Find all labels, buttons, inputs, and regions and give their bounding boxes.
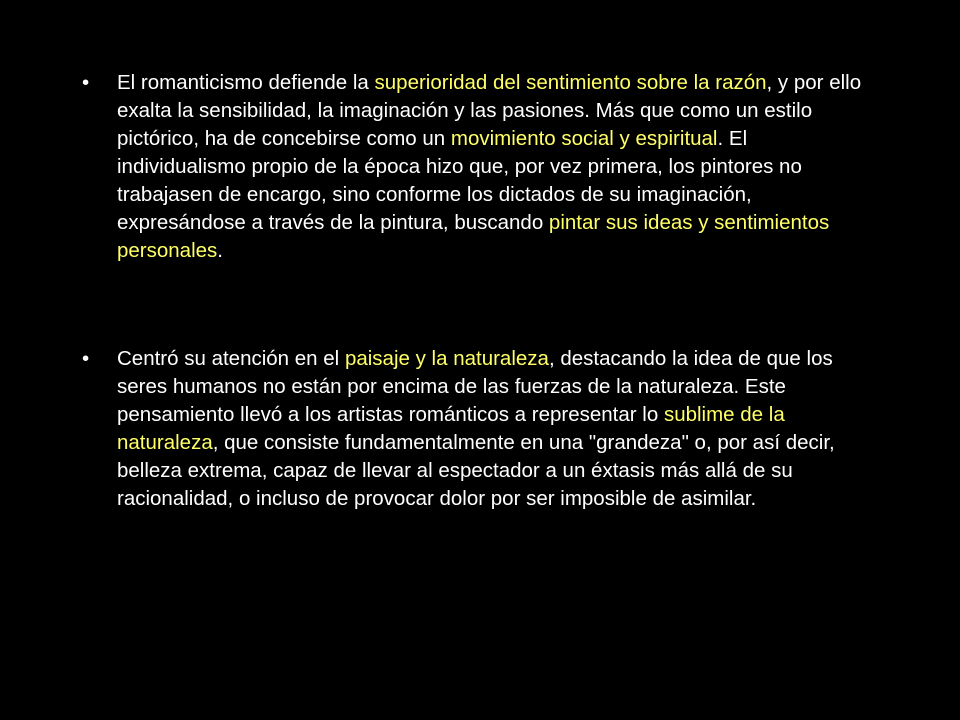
paragraph-text	[117, 69, 877, 265]
text-segment: , y por ello exalta la sensibilidad, la imaginación y las pasiones. Más que como un estilo pictórico, ha de concebirse como un	[117, 71, 862, 150]
text-segment: , que consiste fundamentalmente en una "grandeza" o, por así decir, belleza extrema, capaz de llevar al espectador a un éxtasis más allá de su racionalidad, o incluso de provocar dolor por ser imposible de asimilar.	[117, 431, 835, 510]
highlighted-text: movimiento social y espiritual	[450, 127, 718, 150]
text-segment: Centró su atención en el	[117, 347, 345, 370]
paragraph-text	[117, 345, 877, 513]
bullet-dot: •	[82, 71, 90, 94]
bullet-dot: •	[82, 347, 90, 370]
text-segment: . El individualismo propio de la época hizo que, por vez primera, los pintores no trabajasen de encargo, sino conforme los dictados de su imaginación, expresándose a través de la pintura, buscando	[117, 127, 802, 234]
highlighted-text: pintar sus ideas y sentimientos personales	[117, 211, 830, 262]
text-segment: , destacando la idea de que los seres humanos no están por encima de las fuerzas de la naturaleza. Este pensamiento llevó a los artistas románticos a representar lo	[117, 347, 833, 426]
highlighted-text: sublime de la naturaleza	[117, 403, 785, 454]
highlighted-text: paisaje y la naturaleza	[344, 347, 549, 370]
text-segment: .	[217, 239, 223, 262]
text-segment: El romanticismo defiende la	[117, 71, 375, 94]
highlighted-text: superioridad del sentimiento sobre la razón	[374, 71, 767, 94]
